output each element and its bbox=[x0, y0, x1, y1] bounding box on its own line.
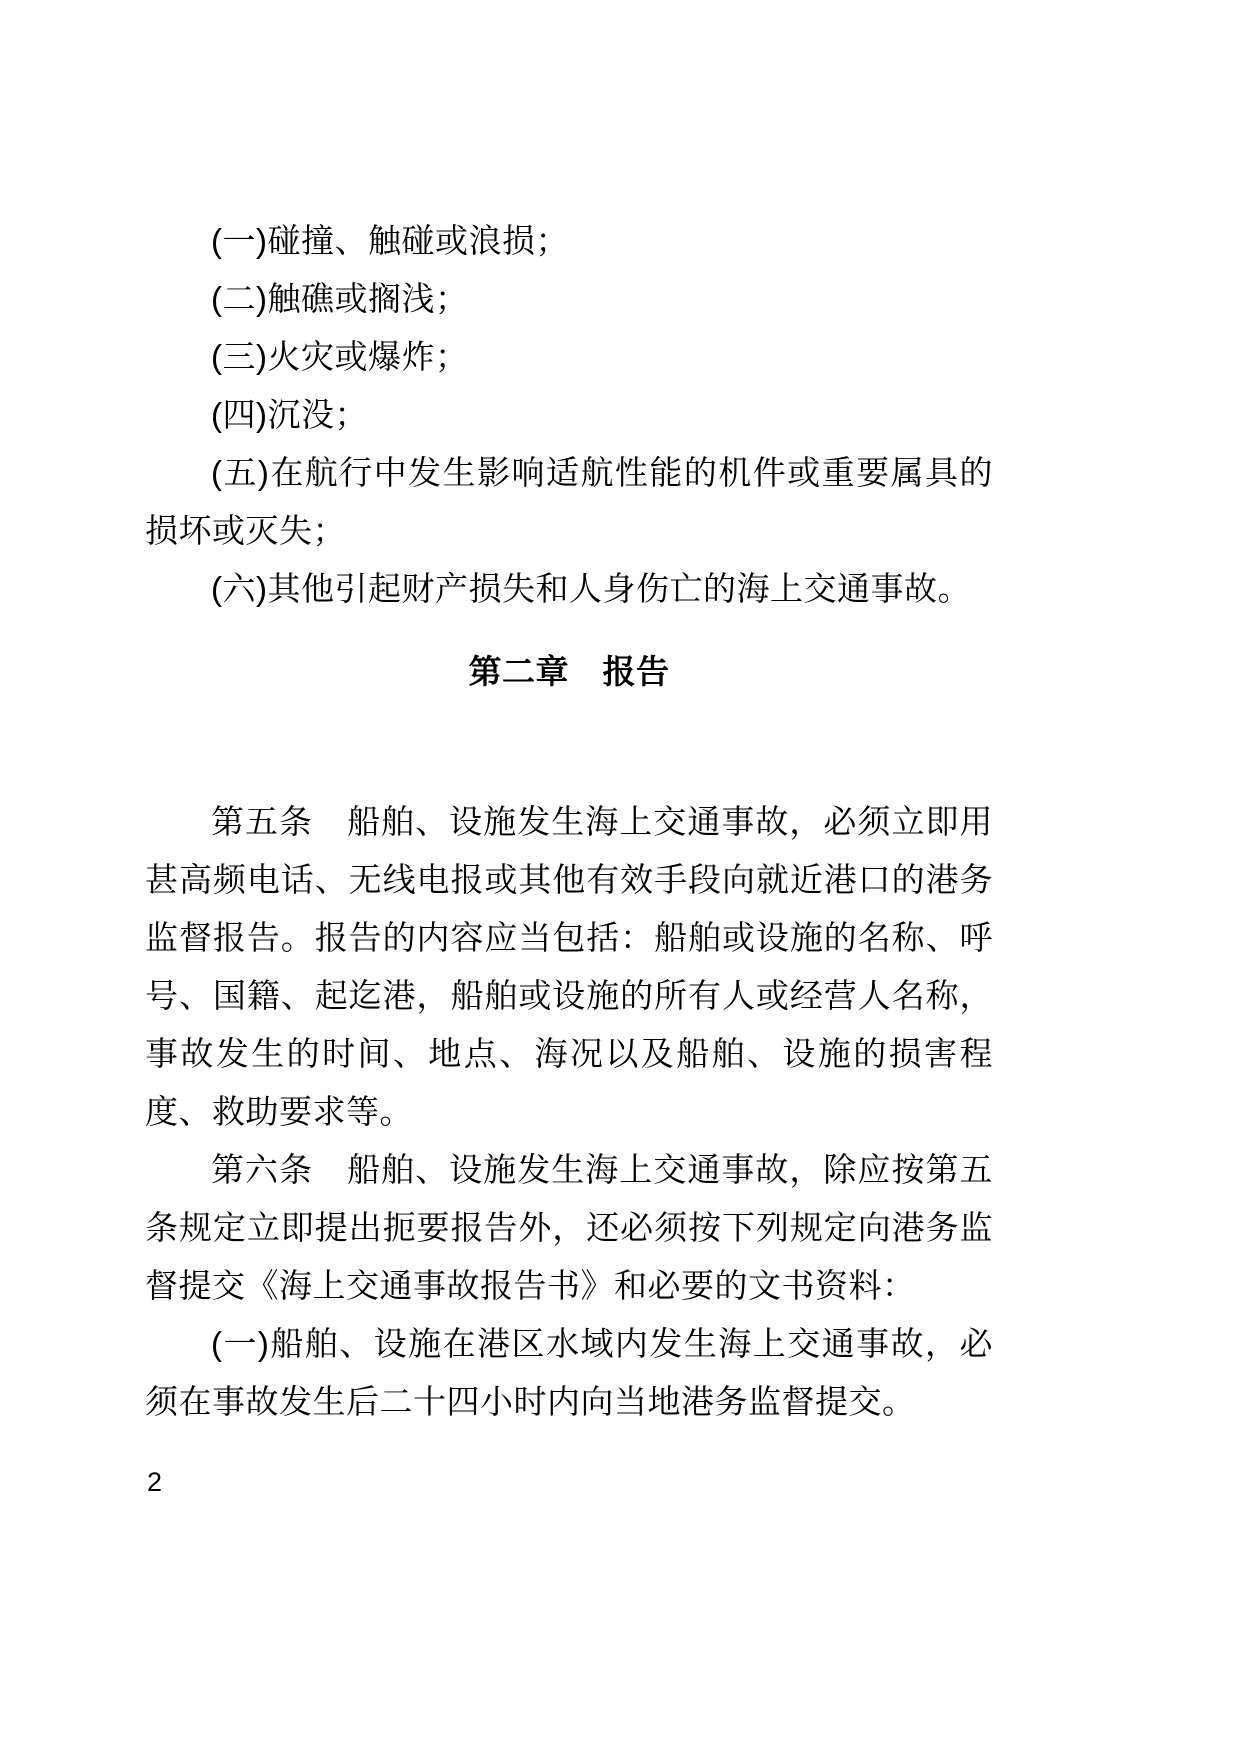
list-item: (一)碰撞、触碰或浪损； bbox=[211, 222, 569, 259]
page-number: 2 bbox=[147, 1467, 163, 1497]
list-item: (二)触礁或搁浅； bbox=[211, 280, 469, 317]
list-item: (四)沉没； bbox=[211, 396, 368, 433]
body-paragraph: 第五条 船舶、设施发生海上交通事故，必须立即用甚高频电话、无线电报或其他有效手段向就近港口的港务监督报告。报告的内容应当包括：船舶或设施的名称、呼号、国籍、起迄港，船舶或设施的所有人或经营人名称，事故发生的时间、地点、海况以及船舶、设施的损害程度、救助要求等。 bbox=[145, 803, 993, 1130]
body-paragraph: (一)船舶、设施在港区水域内发生海上交通事故，必须在事故发生后二十四小时内向当地港务监督提交。 bbox=[145, 1325, 993, 1420]
body-paragraph: 第六条 船舶、设施发生海上交通事故，除应按第五条规定立即提出扼要报告外，还必须按下列规定向港务监督提交《海上交通事故报告书》和必要的文书资料： bbox=[145, 1151, 993, 1304]
chapter-heading: 第二章 报告 bbox=[468, 653, 670, 690]
list-item: (五)在航行中发生影响适航性能的机件或重要属具的损坏或灭失； bbox=[145, 454, 993, 549]
document-content bbox=[145, 212, 993, 1431]
list-item: (三)火灾或爆炸； bbox=[211, 338, 469, 375]
list-item: (六)其他引起财产损失和人身伤亡的海上交通事故。 bbox=[211, 570, 971, 607]
